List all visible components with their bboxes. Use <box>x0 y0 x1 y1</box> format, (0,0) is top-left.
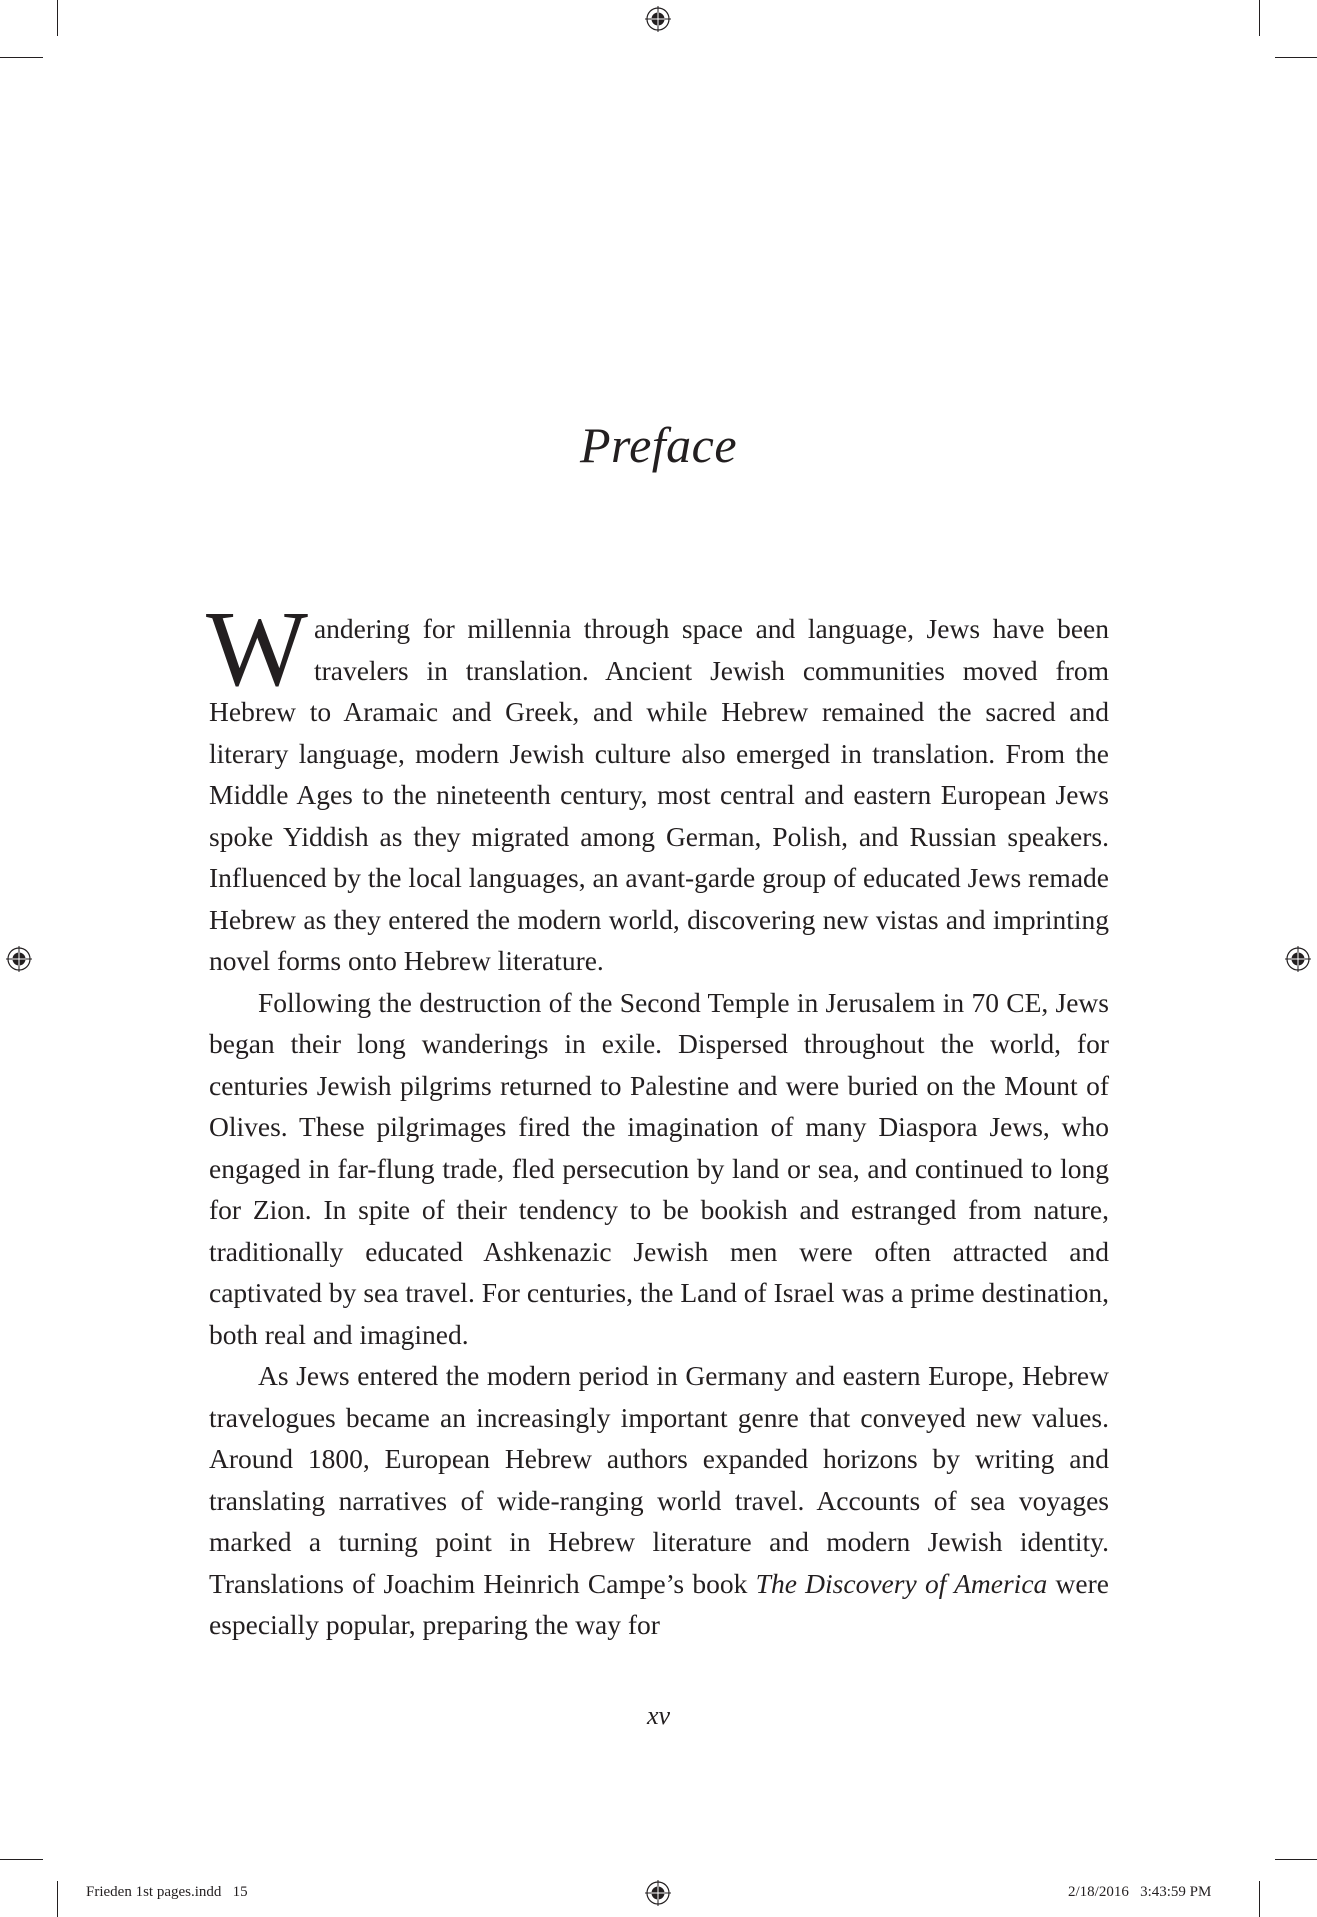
slug-filename: Frieden 1st pages.indd 15 <box>86 1884 248 1900</box>
drop-cap: W <box>206 590 308 709</box>
paragraph-text: andering for millennia through space and language, Jews have been travelers in translation. Ancient Jewish communities moved from Hebrew to Aramaic and Greek, and while Hebrew remained the sacred and literary language, modern Jewish culture also emerged in translation. From the Middle Ages to the nineteenth century, most central and eastern European Jews spoke Yiddish as they migrated among German, Polish, and Russian speakers. Influenced by the local languages, an avant-garde group of educated Jews remade Hebrew as they entered the modern world, discovering new vistas and imprinting novel forms onto Hebrew literature. <box>209 613 1109 976</box>
book-title: The Discovery of America <box>755 1567 1048 1599</box>
page-number: xv <box>646 1701 671 1730</box>
paragraph-text: Following the destruction of the Second Temple in Jerusalem in 70 CE, Jews began their long wanderings in exile. Dispersed throughout the world, for centuries Jewish pilgrims returned to Palestine and were buried on the Mount of Olives. These pilgrimages fired the imagination of many Diaspora Jews, who engaged in far-flung trade, fled persecution by land or sea, and continued to long for Zion. In spite of their tendency to be bookish and estranged from nature, traditionally educated Ashkenazic Jewish men were often attracted and captivated by sea travel. For centuries, the Land of Israel was a prime destination, both real and imagined. <box>209 986 1109 1350</box>
crop-mark <box>1259 1881 1260 1917</box>
crop-mark <box>0 1859 43 1860</box>
registration-mark-icon <box>6 946 32 972</box>
paragraph-text: were especially popular, preparing the way for <box>209 1567 1109 1640</box>
crop-mark <box>57 0 58 36</box>
crop-mark <box>1275 57 1317 58</box>
page-title: Preface <box>579 417 738 473</box>
registration-mark-icon <box>645 1880 671 1906</box>
slug-datetime: 2/18/2016 3:43:59 PM <box>1068 1884 1212 1900</box>
paragraph <box>209 1355 1109 1646</box>
crop-mark <box>57 1881 58 1917</box>
registration-mark-icon <box>645 6 671 32</box>
crop-mark <box>1259 0 1260 36</box>
registration-mark-icon <box>1285 946 1311 972</box>
paragraph-text: As Jews entered the modern period in Germany and eastern Europe, Hebrew travelogues became an increasingly important genre that conveyed new values. Around 1800, European Hebrew authors expanded horizons by writing and translating narratives of wide-ranging world travel. Accounts of sea voyages marked a turning point in Hebrew literature and modern Jewish identity. Translations of Joachim Heinrich Campe’s book <box>209 1360 1109 1599</box>
crop-mark <box>1275 1859 1317 1860</box>
body-text <box>206 590 1109 1646</box>
paragraph <box>206 590 1109 982</box>
crop-mark <box>0 57 43 58</box>
paragraph <box>209 982 1109 1356</box>
